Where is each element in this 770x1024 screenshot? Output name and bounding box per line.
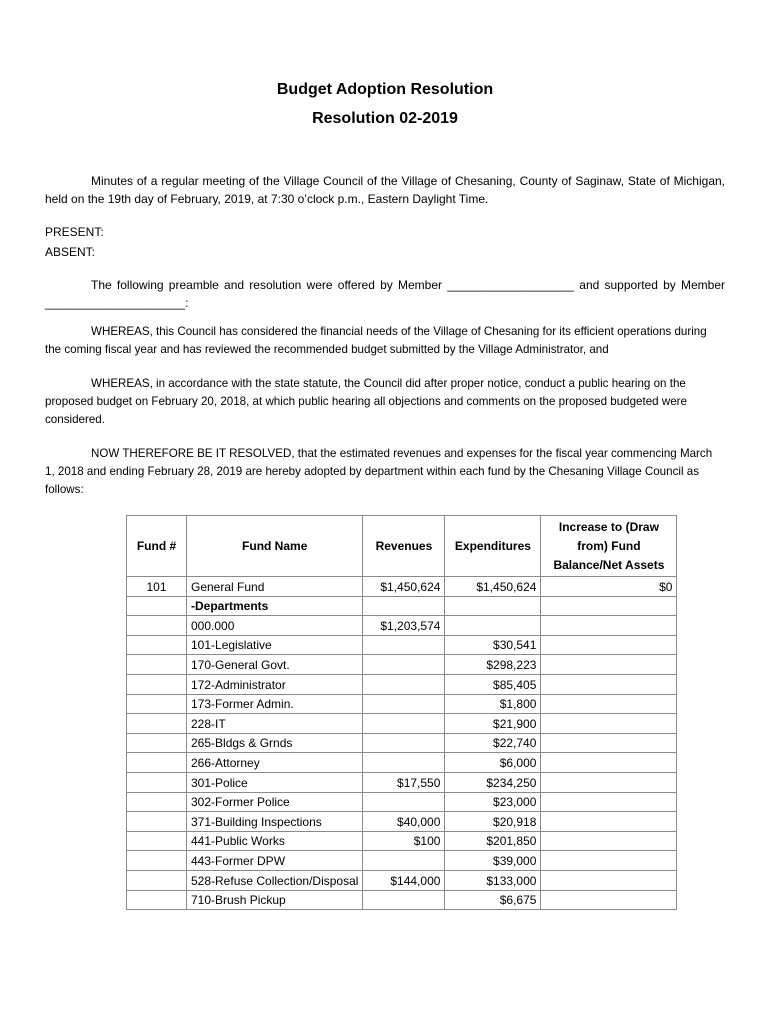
header-expenditures: Expenditures — [445, 516, 541, 577]
table-row — [127, 851, 677, 871]
expenditures-cell: $6,000 — [445, 753, 541, 773]
whereas-paragraph-2: WHEREAS, in accordance with the state statute, the Council did after proper notice, conduct a public hearing on the proposed budget on February 20, 2018, at which public hearing all objections and comments on the proposed budgeted were considered. — [45, 377, 687, 426]
expenditures-cell: $30,541 — [445, 635, 541, 655]
fund-number-cell — [127, 772, 187, 792]
whereas-paragraph-1: WHEREAS, this Council has considered the financial needs of the Village of Chesaning for its efficient operations during the coming fiscal year and has reviewed the recommended budget submitted by the Village Administrator, and — [45, 325, 707, 356]
fund-name-cell: 173-Former Admin. — [187, 694, 363, 714]
expenditures-cell: $133,000 — [445, 870, 541, 890]
expenditures-cell: $234,250 — [445, 772, 541, 792]
fund-balance-cell — [541, 674, 677, 694]
table-row — [127, 733, 677, 753]
absent-label: ABSENT: — [45, 245, 96, 259]
header-fund-name: Fund Name — [187, 516, 363, 577]
table-row — [127, 577, 677, 597]
fund-name-cell: 170-General Govt. — [187, 655, 363, 675]
table-row — [127, 655, 677, 675]
table-row — [127, 616, 677, 636]
revenues-cell: $144,000 — [363, 870, 445, 890]
expenditures-cell: $6,675 — [445, 890, 541, 910]
fund-balance-cell — [541, 596, 677, 616]
expenditures-cell: $298,223 — [445, 655, 541, 675]
fund-name-cell: 302-Former Police — [187, 792, 363, 812]
fund-balance-cell — [541, 714, 677, 734]
expenditures-cell — [445, 596, 541, 616]
revenues-cell — [363, 635, 445, 655]
document-title: Budget Adoption Resolution — [276, 81, 494, 98]
revenues-cell — [363, 851, 445, 871]
fund-name-cell: 443-Former DPW — [187, 851, 363, 871]
expenditures-cell: $1,800 — [445, 694, 541, 714]
fund-name-cell: 301-Police — [187, 772, 363, 792]
fund-number-cell — [127, 812, 187, 832]
header-fund-balance: Increase to (Draw from) Fund Balance/Net Assets — [541, 516, 677, 577]
fund-name-cell: 528-Refuse Collection/Disposal — [187, 870, 363, 890]
revenues-cell — [363, 733, 445, 753]
fund-balance-cell — [541, 772, 677, 792]
expenditures-cell: $39,000 — [445, 851, 541, 871]
fund-number-cell — [127, 733, 187, 753]
expenditures-cell: $21,900 — [445, 714, 541, 734]
table-header-row — [127, 516, 677, 577]
fund-name-cell: -Departments — [187, 596, 363, 616]
fund-name-cell: 265-Bldgs & Grnds — [187, 733, 363, 753]
fund-balance-cell — [541, 616, 677, 636]
revenues-cell — [363, 694, 445, 714]
fund-balance-cell — [541, 694, 677, 714]
fund-name-cell: General Fund — [187, 577, 363, 597]
expenditures-cell: $23,000 — [445, 792, 541, 812]
revenues-cell — [363, 792, 445, 812]
expenditures-cell: $201,850 — [445, 831, 541, 851]
resolved-paragraph: NOW THEREFORE BE IT RESOLVED, that the estimated revenues and expenses for the fiscal year commencing March 1, 2018 and ending February 28, 2019 are hereby adopted by department within each fund by the Chesaning Village Council as follows: — [45, 447, 713, 496]
fund-number-cell — [127, 655, 187, 675]
fund-balance-cell — [541, 890, 677, 910]
fund-number-cell — [127, 694, 187, 714]
fund-balance-cell — [541, 831, 677, 851]
fund-number-cell — [127, 616, 187, 636]
preamble-paragraph: The following preamble and resolution were offered by Member ___________________ and supported by Member _____________________: — [45, 278, 725, 310]
fund-name-cell: 266-Attorney — [187, 753, 363, 773]
fund-balance-cell — [541, 870, 677, 890]
revenues-cell: $1,450,624 — [363, 577, 445, 597]
fund-balance-cell: $0 — [541, 577, 677, 597]
fund-name-cell: 441-Public Works — [187, 831, 363, 851]
fund-name-cell: 000.000 — [187, 616, 363, 636]
fund-balance-cell — [541, 792, 677, 812]
fund-number-cell — [127, 792, 187, 812]
table-row — [127, 870, 677, 890]
expenditures-cell — [445, 616, 541, 636]
fund-balance-cell — [541, 733, 677, 753]
resolution-number: Resolution 02-2019 — [312, 110, 458, 127]
revenues-cell — [363, 714, 445, 734]
expenditures-cell: $20,918 — [445, 812, 541, 832]
expenditures-cell: $1,450,624 — [445, 577, 541, 597]
table-row — [127, 674, 677, 694]
table-row — [127, 831, 677, 851]
table-row — [127, 694, 677, 714]
table-row — [127, 792, 677, 812]
revenues-cell — [363, 753, 445, 773]
revenues-cell: $100 — [363, 831, 445, 851]
fund-number-cell: 101 — [127, 577, 187, 597]
revenues-cell: $17,550 — [363, 772, 445, 792]
fund-balance-cell — [541, 753, 677, 773]
table-row — [127, 714, 677, 734]
revenues-cell: $1,203,574 — [363, 616, 445, 636]
revenues-cell: $40,000 — [363, 812, 445, 832]
fund-number-cell — [127, 851, 187, 871]
fund-balance-cell — [541, 635, 677, 655]
fund-balance-cell — [541, 812, 677, 832]
expenditures-cell: $85,405 — [445, 674, 541, 694]
fund-name-cell: 172-Administrator — [187, 674, 363, 694]
revenues-cell — [363, 674, 445, 694]
table-row — [127, 753, 677, 773]
fund-number-cell — [127, 596, 187, 616]
table-row — [127, 772, 677, 792]
fund-name-cell: 228-IT — [187, 714, 363, 734]
fund-name-cell: 710-Brush Pickup — [187, 890, 363, 910]
table-row — [127, 635, 677, 655]
fund-balance-cell — [541, 655, 677, 675]
revenues-cell — [363, 655, 445, 675]
header-fund-number: Fund # — [127, 516, 187, 577]
fund-number-cell — [127, 674, 187, 694]
fund-balance-cell — [541, 851, 677, 871]
fund-number-cell — [127, 635, 187, 655]
header-revenues: Revenues — [363, 516, 445, 577]
table-row — [127, 812, 677, 832]
budget-table — [126, 515, 677, 910]
expenditures-cell: $22,740 — [445, 733, 541, 753]
fund-number-cell — [127, 831, 187, 851]
fund-number-cell — [127, 714, 187, 734]
fund-name-cell: 371-Building Inspections — [187, 812, 363, 832]
table-row — [127, 890, 677, 910]
fund-number-cell — [127, 870, 187, 890]
minutes-paragraph: Minutes of a regular meeting of the Village Council of the Village of Chesaning, County of Saginaw, State of Michigan, held on the 19th day of February, 2019, at 7:30 o’clock p.m., Eastern Daylight Time. — [45, 174, 725, 206]
fund-name-cell: 101-Legislative — [187, 635, 363, 655]
present-label: PRESENT: — [45, 225, 104, 239]
revenues-cell — [363, 890, 445, 910]
fund-number-cell — [127, 890, 187, 910]
table-row — [127, 596, 677, 616]
fund-number-cell — [127, 753, 187, 773]
revenues-cell — [363, 596, 445, 616]
